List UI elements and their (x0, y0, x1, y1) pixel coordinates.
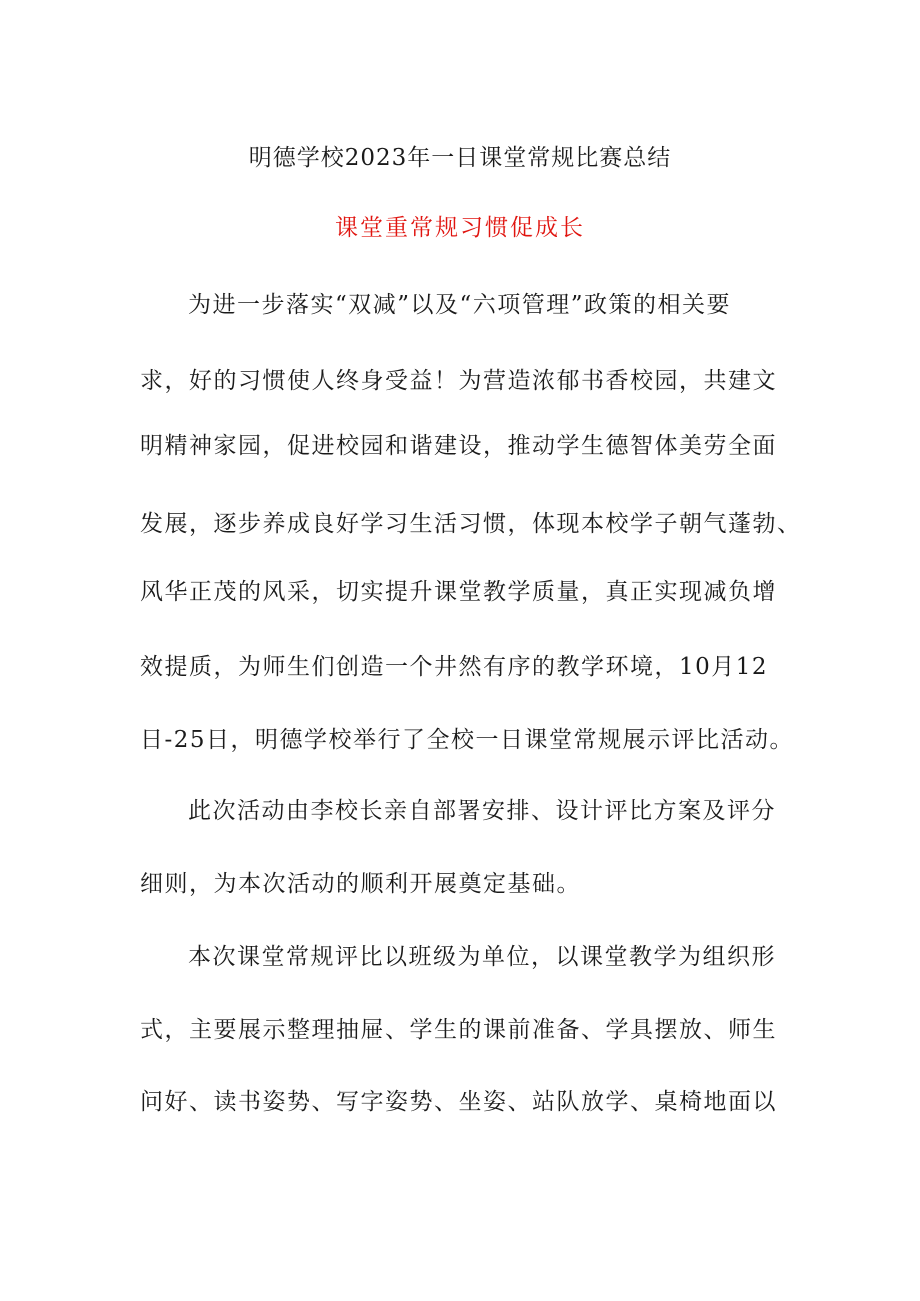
paragraph-1-line-3: 明精神家园，促进校园和谐建设，推动学生德智体美劳全面 (140, 433, 777, 459)
paragraph-1-line-7: 日-25日，明德学校举行了全校一日课堂常规展示评比活动。 (140, 727, 795, 753)
paragraph-3-line-1: 本次课堂常规评比以班级为单位，以课堂教学为组织形 (188, 944, 776, 970)
paragraph-1-line-2: 求，好的习惯使人终身受益！为营造浓郁书香校园，共建文 (140, 368, 777, 394)
paragraph-1-line-4: 发展，逐步养成良好学习生活习惯，体现本校学子朝气蓬勃、 (140, 511, 802, 537)
paragraph-1-line-1: 为进一步落实“双减”以及“六项管理”政策的相关要 (188, 292, 732, 318)
document-title: 明德学校2023年一日课堂常规比赛总结 (248, 145, 672, 171)
paragraph-2-line-2: 细则，为本次活动的顺利开展奠定基础。 (140, 871, 581, 897)
paragraph-2-line-1: 此次活动由李校长亲自部署安排、设计评比方案及评分 (188, 798, 776, 824)
paragraph-1-line-5: 风华正茂的风采，切实提升课堂教学质量，真正实现减负增 (140, 579, 777, 605)
paragraph-1-line-6: 效提质，为师生们创造一个井然有序的教学环境，10月12 (140, 654, 769, 680)
paragraph-3-line-3: 问好、读书姿势、写字姿势、坐姿、站队放学、桌椅地面以 (140, 1089, 777, 1115)
document-subtitle: 课堂重常规习惯促成长 (335, 215, 585, 241)
paragraph-3-line-2: 式，主要展示整理抽屉、学生的课前准备、学具摆放、师生 (140, 1017, 777, 1043)
